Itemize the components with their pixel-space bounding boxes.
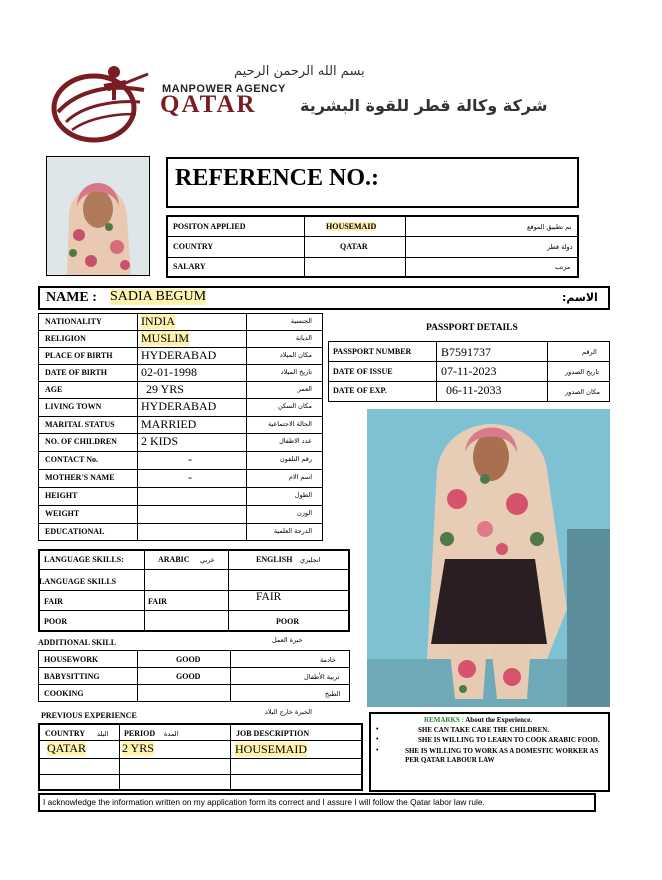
- name-value: SADIA BEGUM: [110, 289, 207, 304]
- name-label: NAME :: [46, 290, 97, 305]
- personal-label: NO. OF CHILDREN: [45, 437, 117, 446]
- personal-value: HYDERABAD: [141, 399, 217, 413]
- position-applied-value: HOUSEMAID: [326, 222, 377, 231]
- date-of-issue-label: DATE OF ISSUE: [333, 367, 393, 376]
- list-item: • SHE IS WILLING TO LEARN TO COOK ARABIC FOOD.: [376, 736, 600, 744]
- list-item: • SHE CAN TAKE CARE THE CHILDREN.: [376, 726, 550, 734]
- remarks-list: [376, 726, 602, 765]
- personal-arabic: مكان الميلاد: [279, 350, 312, 359]
- personal-arabic: تاريخ الميلاد: [280, 367, 312, 376]
- personal-value: 29 YRS: [146, 381, 184, 396]
- personal-label: CONTACT No.: [45, 455, 99, 464]
- language-skills-row-label: LANGUAGE SKILLS: [39, 577, 117, 586]
- exp-period-value: 2 YRS: [122, 741, 154, 755]
- additional-skill-arabic: خبرة العمل: [272, 636, 303, 644]
- date-of-exp-arabic: مكان الصدور: [565, 388, 601, 396]
- country-arabic: دولة قطر: [547, 243, 573, 251]
- salary-label: SALARY: [173, 262, 206, 271]
- agency-line: MANPOWER AGENCY: [162, 83, 286, 95]
- personal-label: RELIGION: [45, 333, 86, 343]
- passport-number-value: B7591737: [441, 345, 492, 359]
- personal-value: MUSLIM: [141, 330, 190, 345]
- salary-arabic: مرتب: [555, 263, 571, 271]
- personal-arabic: الديانة: [295, 333, 312, 342]
- housework-label: HOUSEWORK: [44, 655, 99, 664]
- fair-english-value: FAIR: [256, 591, 282, 603]
- personal-label: AGE: [45, 384, 63, 394]
- full-body-photo: [367, 409, 610, 707]
- experience-table: [38, 723, 363, 791]
- exp-country-header: COUNTRY: [45, 729, 86, 738]
- housework-value: GOOD: [176, 655, 201, 664]
- agency-arabic-name: شركة وكالة قطر للقوة البشرية: [300, 96, 548, 115]
- exp-period-header: PERIOD: [124, 729, 156, 738]
- bismillah-calligraphy: بسم الله الرحمن الرحيم: [234, 64, 365, 79]
- housework-arabic: خادمة: [320, 656, 336, 664]
- remarks-title: [424, 716, 532, 724]
- personal-arabic: مكان السكن: [277, 402, 312, 410]
- poor-row-label: POOR: [44, 617, 68, 626]
- passport-title: PASSPORT DETAILS: [426, 323, 518, 333]
- english-column-label: ENGLISH: [256, 555, 293, 564]
- additional-skill-label: ADDITIONAL SKILL: [38, 638, 117, 647]
- personal-label: MOTHER'S NAME: [45, 473, 115, 482]
- cooking-label: COOKING: [44, 689, 84, 698]
- personal-arabic: الطول: [294, 491, 312, 499]
- language-skills-header: LANGUAGE SKILLS:: [44, 555, 124, 564]
- personal-value: 02-01-1998: [141, 364, 197, 379]
- personal-arabic: الوزن: [296, 509, 312, 517]
- position-applied-arabic: تم تطبيق الموقع: [527, 223, 572, 231]
- poor-english-value: POOR: [276, 617, 300, 626]
- babysitting-label: BABYSITTING: [44, 672, 100, 681]
- personal-arabic: رقم التلفون: [280, 455, 312, 463]
- personal-arabic: اسم الام: [288, 473, 312, 481]
- english-column-arabic: انجليزي: [300, 556, 321, 564]
- personal-label: EDUCATIONAL: [45, 527, 105, 536]
- personal-value: 2 KIDS: [141, 434, 179, 448]
- country-label: COUNTRY: [173, 242, 214, 251]
- personal-label: MARITAL STATUS: [45, 419, 115, 429]
- personal-label: NATIONALITY: [45, 316, 102, 326]
- babysitting-value: GOOD: [176, 672, 201, 681]
- personal-label: WEIGHT: [45, 509, 80, 518]
- personal-arabic: الحالة الاجتماعية: [267, 419, 312, 428]
- arabic-column-arabic: عربي: [200, 556, 215, 564]
- exp-period-header-arabic: المدة: [164, 730, 179, 738]
- personal-label: PLACE OF BIRTH: [45, 350, 113, 360]
- date-of-issue-value: 07-11-2023: [441, 364, 497, 378]
- agency-logo: [48, 60, 160, 152]
- arabic-column-label: ARABIC: [158, 555, 190, 564]
- exp-job-value: HOUSEMAID: [235, 742, 307, 756]
- fair-row-label: FAIR: [44, 597, 63, 606]
- position-applied-label: POSITON APPLIED: [173, 222, 246, 231]
- country-value: QATAR: [340, 242, 368, 251]
- exp-job-header: JOB DESCRIPTION: [236, 729, 310, 738]
- personal-arabic: الدرجة العلمية: [273, 527, 312, 535]
- personal-label: HEIGHT: [45, 491, 78, 500]
- agency-name: QATAR: [160, 91, 257, 118]
- fair-arabic-value: FAIR: [148, 597, 167, 606]
- acknowledgement-text: I acknowledge the information written on my application form its correct and I assure I will follow the Qatar labor law rule.: [43, 797, 485, 807]
- personal-arabic: الجنسية: [290, 316, 312, 325]
- passport-number-arabic: الرقم: [582, 348, 597, 356]
- remarks-label: REMARKS :: [424, 716, 464, 724]
- personal-arabic: عدد الاطفال: [279, 437, 312, 445]
- personal-value: HYDERABAD: [141, 347, 217, 362]
- date-of-exp-label: DATE OF EXP.: [333, 386, 387, 395]
- name-arabic: الاسم:: [562, 291, 598, 304]
- personal-value: MARRIED: [141, 416, 197, 431]
- previous-experience-label: PREVIOUS EXPERIENCE: [41, 711, 137, 720]
- personal-arabic: العمر: [297, 384, 312, 393]
- date-of-issue-arabic: تاريخ الصدور: [565, 368, 600, 376]
- personal-value: -: [188, 470, 192, 484]
- date-of-exp-value: 06-11-2033: [446, 383, 502, 397]
- reference-label: REFERENCE NO.:: [175, 165, 380, 191]
- personal-label: DATE OF BIRTH: [45, 367, 107, 377]
- portrait-photo: [46, 156, 150, 276]
- personal-value: -: [188, 452, 192, 466]
- personal-value: INDIA: [141, 313, 175, 328]
- passport-number-label: PASSPORT NUMBER: [333, 347, 412, 356]
- exp-country-header-arabic: البلد: [97, 730, 109, 738]
- babysitting-arabic: تربية الأطفال: [304, 673, 340, 681]
- list-item: • SHE IS WILLING TO WORK AS A DOMESTIC WORKER AS PER QATAR LABOUR LAW: [376, 747, 599, 764]
- remarks-subtitle: About the Experience.: [465, 716, 532, 724]
- cooking-arabic: الطبخ: [325, 690, 341, 698]
- personal-label: LIVING TOWN: [45, 402, 102, 411]
- previous-experience-arabic: الخبرة خارج البلاد: [265, 708, 312, 716]
- reference-box: [166, 157, 579, 208]
- exp-country-value: QATAR: [47, 741, 87, 755]
